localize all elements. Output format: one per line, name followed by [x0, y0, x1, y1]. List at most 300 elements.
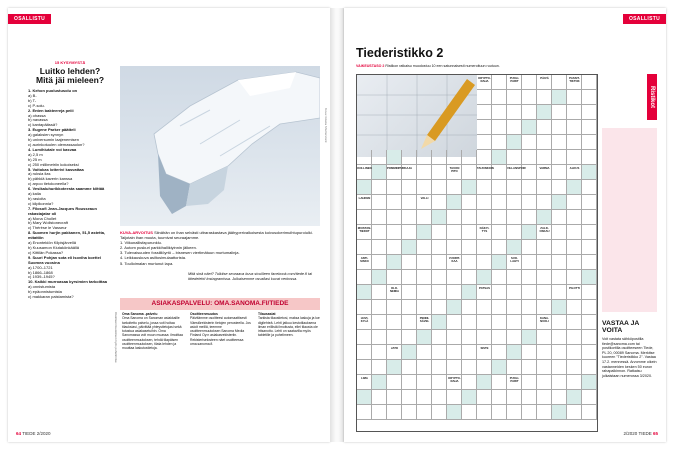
answer-cell[interactable]	[492, 315, 507, 330]
answer-cell[interactable]	[477, 210, 492, 225]
answer-cell[interactable]	[387, 210, 402, 225]
answer-cell[interactable]	[447, 345, 462, 360]
answer-cell[interactable]	[507, 285, 522, 300]
answer-cell[interactable]	[477, 195, 492, 210]
answer-cell[interactable]	[507, 300, 522, 315]
answer-cell[interactable]	[462, 225, 477, 240]
answer-cell[interactable]	[417, 255, 432, 270]
answer-cell[interactable]	[462, 345, 477, 360]
answer-cell[interactable]	[417, 360, 432, 375]
answer-cell[interactable]	[357, 285, 372, 300]
answer-cell[interactable]	[462, 300, 477, 315]
answer-cell[interactable]	[432, 150, 447, 165]
answer-cell[interactable]	[582, 135, 597, 150]
answer-cell[interactable]	[552, 195, 567, 210]
answer-cell[interactable]	[432, 300, 447, 315]
answer-cell[interactable]	[432, 225, 447, 240]
answer-cell[interactable]	[432, 315, 447, 330]
answer-cell[interactable]	[537, 390, 552, 405]
answer-cell[interactable]	[492, 165, 507, 180]
answer-cell[interactable]	[567, 360, 582, 375]
answer-cell[interactable]	[447, 315, 462, 330]
answer-cell[interactable]	[357, 345, 372, 360]
answer-cell[interactable]	[537, 240, 552, 255]
answer-cell[interactable]	[372, 300, 387, 315]
answer-cell[interactable]	[357, 330, 372, 345]
answer-cell[interactable]	[522, 255, 537, 270]
answer-cell[interactable]	[522, 225, 537, 240]
answer-cell[interactable]	[492, 270, 507, 285]
answer-cell[interactable]	[372, 390, 387, 405]
answer-cell[interactable]	[492, 180, 507, 195]
answer-cell[interactable]	[402, 225, 417, 240]
answer-cell[interactable]	[552, 345, 567, 360]
answer-cell[interactable]	[492, 360, 507, 375]
answer-cell[interactable]	[477, 255, 492, 270]
answer-cell[interactable]	[432, 255, 447, 270]
answer-cell[interactable]	[522, 90, 537, 105]
answer-cell[interactable]	[447, 390, 462, 405]
answer-cell[interactable]	[372, 345, 387, 360]
answer-cell[interactable]	[387, 330, 402, 345]
answer-cell[interactable]	[417, 150, 432, 165]
answer-cell[interactable]	[507, 360, 522, 375]
answer-cell[interactable]	[507, 405, 522, 420]
answer-cell[interactable]	[522, 330, 537, 345]
answer-cell[interactable]	[567, 345, 582, 360]
answer-cell[interactable]	[372, 180, 387, 195]
answer-cell[interactable]	[507, 345, 522, 360]
answer-cell[interactable]	[552, 300, 567, 315]
answer-cell[interactable]	[462, 195, 477, 210]
answer-cell[interactable]	[552, 210, 567, 225]
answer-cell[interactable]	[372, 240, 387, 255]
answer-cell[interactable]	[387, 300, 402, 315]
answer-cell[interactable]	[567, 195, 582, 210]
answer-cell[interactable]	[552, 405, 567, 420]
answer-cell[interactable]	[567, 405, 582, 420]
answer-cell[interactable]	[387, 225, 402, 240]
answer-cell[interactable]	[552, 330, 567, 345]
answer-cell[interactable]	[402, 180, 417, 195]
answer-cell[interactable]	[567, 225, 582, 240]
answer-cell[interactable]	[462, 240, 477, 255]
answer-cell[interactable]	[462, 285, 477, 300]
answer-cell[interactable]	[582, 360, 597, 375]
answer-cell[interactable]	[507, 270, 522, 285]
answer-cell[interactable]	[462, 315, 477, 330]
answer-cell[interactable]	[507, 225, 522, 240]
answer-cell[interactable]	[372, 210, 387, 225]
answer-cell[interactable]	[447, 195, 462, 210]
answer-cell[interactable]	[522, 75, 537, 90]
answer-cell[interactable]	[582, 105, 597, 120]
answer-cell[interactable]	[582, 75, 597, 90]
answer-cell[interactable]	[402, 255, 417, 270]
answer-cell[interactable]	[507, 180, 522, 195]
answer-cell[interactable]	[387, 390, 402, 405]
answer-cell[interactable]	[582, 255, 597, 270]
answer-cell[interactable]	[447, 150, 462, 165]
answer-cell[interactable]	[417, 375, 432, 390]
answer-cell[interactable]	[552, 270, 567, 285]
answer-cell[interactable]	[552, 285, 567, 300]
answer-cell[interactable]	[492, 75, 507, 90]
answer-cell[interactable]	[477, 390, 492, 405]
answer-cell[interactable]	[522, 270, 537, 285]
answer-cell[interactable]	[372, 270, 387, 285]
answer-cell[interactable]	[582, 345, 597, 360]
answer-cell[interactable]	[372, 225, 387, 240]
answer-cell[interactable]	[462, 390, 477, 405]
answer-cell[interactable]	[537, 210, 552, 225]
answer-cell[interactable]	[522, 240, 537, 255]
answer-cell[interactable]	[417, 165, 432, 180]
answer-cell[interactable]	[462, 330, 477, 345]
answer-cell[interactable]	[537, 135, 552, 150]
answer-cell[interactable]	[537, 90, 552, 105]
answer-cell[interactable]	[522, 135, 537, 150]
answer-cell[interactable]	[402, 390, 417, 405]
answer-cell[interactable]	[447, 360, 462, 375]
crossword-grid[interactable]	[356, 74, 598, 432]
answer-cell[interactable]	[507, 150, 522, 165]
answer-cell[interactable]	[477, 300, 492, 315]
answer-cell[interactable]	[357, 405, 372, 420]
answer-cell[interactable]	[537, 195, 552, 210]
answer-cell[interactable]	[492, 330, 507, 345]
answer-cell[interactable]	[522, 165, 537, 180]
answer-cell[interactable]	[447, 330, 462, 345]
answer-cell[interactable]	[432, 195, 447, 210]
answer-cell[interactable]	[492, 285, 507, 300]
answer-cell[interactable]	[417, 285, 432, 300]
answer-cell[interactable]	[582, 180, 597, 195]
answer-cell[interactable]	[357, 210, 372, 225]
answer-cell[interactable]	[522, 120, 537, 135]
answer-cell[interactable]	[432, 390, 447, 405]
answer-cell[interactable]	[522, 105, 537, 120]
answer-cell[interactable]	[447, 300, 462, 315]
answer-cell[interactable]	[432, 405, 447, 420]
answer-cell[interactable]	[402, 360, 417, 375]
answer-cell[interactable]	[507, 315, 522, 330]
answer-cell[interactable]	[522, 285, 537, 300]
clue-cell	[357, 255, 372, 270]
answer-cell[interactable]	[537, 405, 552, 420]
answer-cell[interactable]	[357, 390, 372, 405]
answer-cell[interactable]	[582, 270, 597, 285]
answer-cell[interactable]	[417, 210, 432, 225]
answer-cell[interactable]	[417, 390, 432, 405]
answer-cell[interactable]	[507, 135, 522, 150]
answer-cell[interactable]	[387, 405, 402, 420]
answer-cell[interactable]	[417, 240, 432, 255]
answer-cell[interactable]	[492, 300, 507, 315]
answer-cell[interactable]	[477, 90, 492, 105]
answer-cell[interactable]	[582, 225, 597, 240]
answer-cell[interactable]	[582, 195, 597, 210]
answer-cell[interactable]	[417, 270, 432, 285]
answer-cell[interactable]	[537, 285, 552, 300]
answer-cell[interactable]	[417, 225, 432, 240]
answer-cell[interactable]	[522, 390, 537, 405]
answer-cell[interactable]	[462, 360, 477, 375]
answer-cell[interactable]	[537, 270, 552, 285]
answer-cell[interactable]	[387, 150, 402, 165]
answer-cell[interactable]	[537, 375, 552, 390]
answer-cell[interactable]	[477, 330, 492, 345]
answer-cell[interactable]	[522, 405, 537, 420]
answer-cell[interactable]	[552, 75, 567, 90]
answer-cell[interactable]	[522, 375, 537, 390]
answer-cell[interactable]	[402, 150, 417, 165]
answer-cell[interactable]	[402, 345, 417, 360]
answer-cell[interactable]	[477, 120, 492, 135]
answer-cell[interactable]	[582, 285, 597, 300]
answer-cell[interactable]	[567, 330, 582, 345]
answer-cell[interactable]	[402, 375, 417, 390]
answer-cell[interactable]	[552, 105, 567, 120]
answer-cell[interactable]	[462, 210, 477, 225]
answer-cell[interactable]	[537, 255, 552, 270]
answer-cell[interactable]	[492, 195, 507, 210]
answer-cell[interactable]	[567, 390, 582, 405]
answer-cell[interactable]	[387, 315, 402, 330]
answer-cell[interactable]	[477, 315, 492, 330]
answer-cell[interactable]	[567, 105, 582, 120]
answer-cell[interactable]	[552, 240, 567, 255]
answer-cell[interactable]	[552, 255, 567, 270]
answer-cell[interactable]	[537, 180, 552, 195]
answer-cell[interactable]	[582, 240, 597, 255]
answer-cell[interactable]	[477, 375, 492, 390]
answer-cell[interactable]	[522, 315, 537, 330]
answer-cell[interactable]	[537, 300, 552, 315]
answer-cell[interactable]	[567, 90, 582, 105]
answer-cell[interactable]	[522, 300, 537, 315]
answer-cell[interactable]	[567, 300, 582, 315]
answer-cell[interactable]	[402, 330, 417, 345]
answer-cell[interactable]	[552, 225, 567, 240]
answer-cell[interactable]	[432, 270, 447, 285]
answer-cell[interactable]	[582, 315, 597, 330]
answer-cell[interactable]	[492, 375, 507, 390]
answer-cell[interactable]	[432, 180, 447, 195]
answer-cell[interactable]	[432, 210, 447, 225]
answer-cell[interactable]	[552, 150, 567, 165]
answer-cell[interactable]	[552, 390, 567, 405]
answer-cell[interactable]	[567, 375, 582, 390]
answer-cell[interactable]	[492, 90, 507, 105]
answer-cell[interactable]	[522, 210, 537, 225]
answer-cell[interactable]	[567, 270, 582, 285]
answer-cell[interactable]	[507, 240, 522, 255]
answer-cell[interactable]	[357, 150, 372, 165]
answer-cell[interactable]	[507, 90, 522, 105]
answer-cell[interactable]	[522, 360, 537, 375]
answer-cell[interactable]	[417, 300, 432, 315]
answer-cell[interactable]	[387, 270, 402, 285]
answer-cell[interactable]	[507, 330, 522, 345]
answer-cell[interactable]	[567, 135, 582, 150]
answer-cell[interactable]	[582, 165, 597, 180]
answer-cell[interactable]	[567, 180, 582, 195]
answer-cell[interactable]	[372, 195, 387, 210]
answer-cell[interactable]	[507, 210, 522, 225]
answer-cell[interactable]	[432, 330, 447, 345]
answer-cell[interactable]	[477, 150, 492, 165]
answer-cell[interactable]	[357, 360, 372, 375]
answer-cell[interactable]	[357, 240, 372, 255]
answer-cell[interactable]	[582, 330, 597, 345]
answer-cell[interactable]	[417, 330, 432, 345]
answer-cell[interactable]	[447, 405, 462, 420]
answer-cell[interactable]	[402, 315, 417, 330]
answer-cell[interactable]	[447, 270, 462, 285]
answer-cell[interactable]	[507, 390, 522, 405]
answer-cell[interactable]	[477, 180, 492, 195]
answer-cell[interactable]	[387, 180, 402, 195]
answer-cell[interactable]	[522, 180, 537, 195]
answer-cell[interactable]	[552, 165, 567, 180]
answer-cell[interactable]	[402, 300, 417, 315]
answer-cell[interactable]	[582, 390, 597, 405]
answer-cell[interactable]	[537, 105, 552, 120]
answer-cell[interactable]	[522, 195, 537, 210]
answer-cell[interactable]	[567, 240, 582, 255]
answer-cell[interactable]	[492, 135, 507, 150]
answer-cell[interactable]	[492, 345, 507, 360]
answer-cell[interactable]	[567, 120, 582, 135]
answer-cell[interactable]	[402, 195, 417, 210]
answer-cell[interactable]	[372, 360, 387, 375]
answer-cell[interactable]	[552, 360, 567, 375]
answer-cell[interactable]	[552, 120, 567, 135]
answer-cell[interactable]	[387, 240, 402, 255]
answer-cell[interactable]	[552, 375, 567, 390]
answer-cell[interactable]	[402, 285, 417, 300]
answer-cell[interactable]	[582, 375, 597, 390]
answer-cell[interactable]	[582, 210, 597, 225]
answer-cell[interactable]	[432, 285, 447, 300]
answer-cell[interactable]	[432, 375, 447, 390]
answer-cell[interactable]	[582, 120, 597, 135]
answer-cell[interactable]	[372, 315, 387, 330]
answer-cell[interactable]	[552, 315, 567, 330]
answer-cell[interactable]	[372, 330, 387, 345]
answer-cell[interactable]	[462, 150, 477, 165]
answer-cell[interactable]	[432, 345, 447, 360]
answer-cell[interactable]	[492, 150, 507, 165]
answer-cell[interactable]	[447, 285, 462, 300]
answer-cell[interactable]	[492, 240, 507, 255]
answer-cell[interactable]	[372, 255, 387, 270]
answer-cell[interactable]	[477, 360, 492, 375]
answer-cell[interactable]	[462, 270, 477, 285]
answer-cell[interactable]	[462, 255, 477, 270]
answer-cell[interactable]	[507, 195, 522, 210]
answer-cell[interactable]	[372, 285, 387, 300]
answer-cell[interactable]	[522, 345, 537, 360]
answer-cell[interactable]	[447, 210, 462, 225]
answer-cell[interactable]	[432, 165, 447, 180]
answer-cell[interactable]	[477, 405, 492, 420]
answer-cell[interactable]	[357, 180, 372, 195]
answer-cell[interactable]	[357, 300, 372, 315]
answer-cell[interactable]	[492, 390, 507, 405]
answer-cell[interactable]	[537, 360, 552, 375]
answer-cell[interactable]	[507, 105, 522, 120]
answer-cell[interactable]	[462, 405, 477, 420]
answer-cell[interactable]	[492, 105, 507, 120]
answer-cell[interactable]	[537, 150, 552, 165]
answer-cell[interactable]	[462, 180, 477, 195]
answer-cell[interactable]	[552, 90, 567, 105]
answer-cell[interactable]	[537, 345, 552, 360]
answer-cell[interactable]	[567, 150, 582, 165]
answer-cell[interactable]	[417, 345, 432, 360]
answer-cell[interactable]	[372, 150, 387, 165]
answer-cell[interactable]	[582, 150, 597, 165]
answer-cell[interactable]	[462, 375, 477, 390]
answer-cell[interactable]	[552, 135, 567, 150]
answer-cell[interactable]	[387, 360, 402, 375]
answer-cell[interactable]	[582, 90, 597, 105]
answer-cell[interactable]	[582, 300, 597, 315]
answer-cell[interactable]	[402, 405, 417, 420]
answer-cell[interactable]	[537, 120, 552, 135]
answer-cell[interactable]	[492, 120, 507, 135]
answer-cell[interactable]	[357, 270, 372, 285]
answer-cell[interactable]	[372, 375, 387, 390]
answer-cell[interactable]	[402, 240, 417, 255]
answer-cell[interactable]	[477, 105, 492, 120]
answer-cell[interactable]	[492, 405, 507, 420]
answer-cell[interactable]	[477, 135, 492, 150]
answer-cell[interactable]	[492, 255, 507, 270]
answer-cell[interactable]	[402, 165, 417, 180]
answer-cell[interactable]	[492, 210, 507, 225]
answer-cell[interactable]	[402, 270, 417, 285]
answer-cell[interactable]	[387, 375, 402, 390]
answer-cell[interactable]	[417, 405, 432, 420]
answer-cell[interactable]	[567, 255, 582, 270]
answer-cell[interactable]	[402, 210, 417, 225]
answer-cell[interactable]	[387, 195, 402, 210]
answer-cell[interactable]	[447, 180, 462, 195]
answer-cell[interactable]	[417, 180, 432, 195]
answer-cell[interactable]	[582, 405, 597, 420]
answer-cell[interactable]	[567, 210, 582, 225]
answer-cell[interactable]	[522, 150, 537, 165]
answer-cell[interactable]	[477, 270, 492, 285]
answer-cell[interactable]	[507, 120, 522, 135]
answer-cell[interactable]	[432, 360, 447, 375]
answer-cell[interactable]	[447, 240, 462, 255]
answer-cell[interactable]	[567, 315, 582, 330]
answer-cell[interactable]	[372, 165, 387, 180]
answer-cell[interactable]	[372, 405, 387, 420]
answer-cell[interactable]	[552, 180, 567, 195]
answer-cell[interactable]	[432, 240, 447, 255]
answer-cell[interactable]	[462, 165, 477, 180]
answer-cell[interactable]	[492, 225, 507, 240]
answer-cell[interactable]	[537, 330, 552, 345]
answer-cell[interactable]	[447, 225, 462, 240]
answer-cell[interactable]	[477, 240, 492, 255]
answer-cell[interactable]	[387, 255, 402, 270]
